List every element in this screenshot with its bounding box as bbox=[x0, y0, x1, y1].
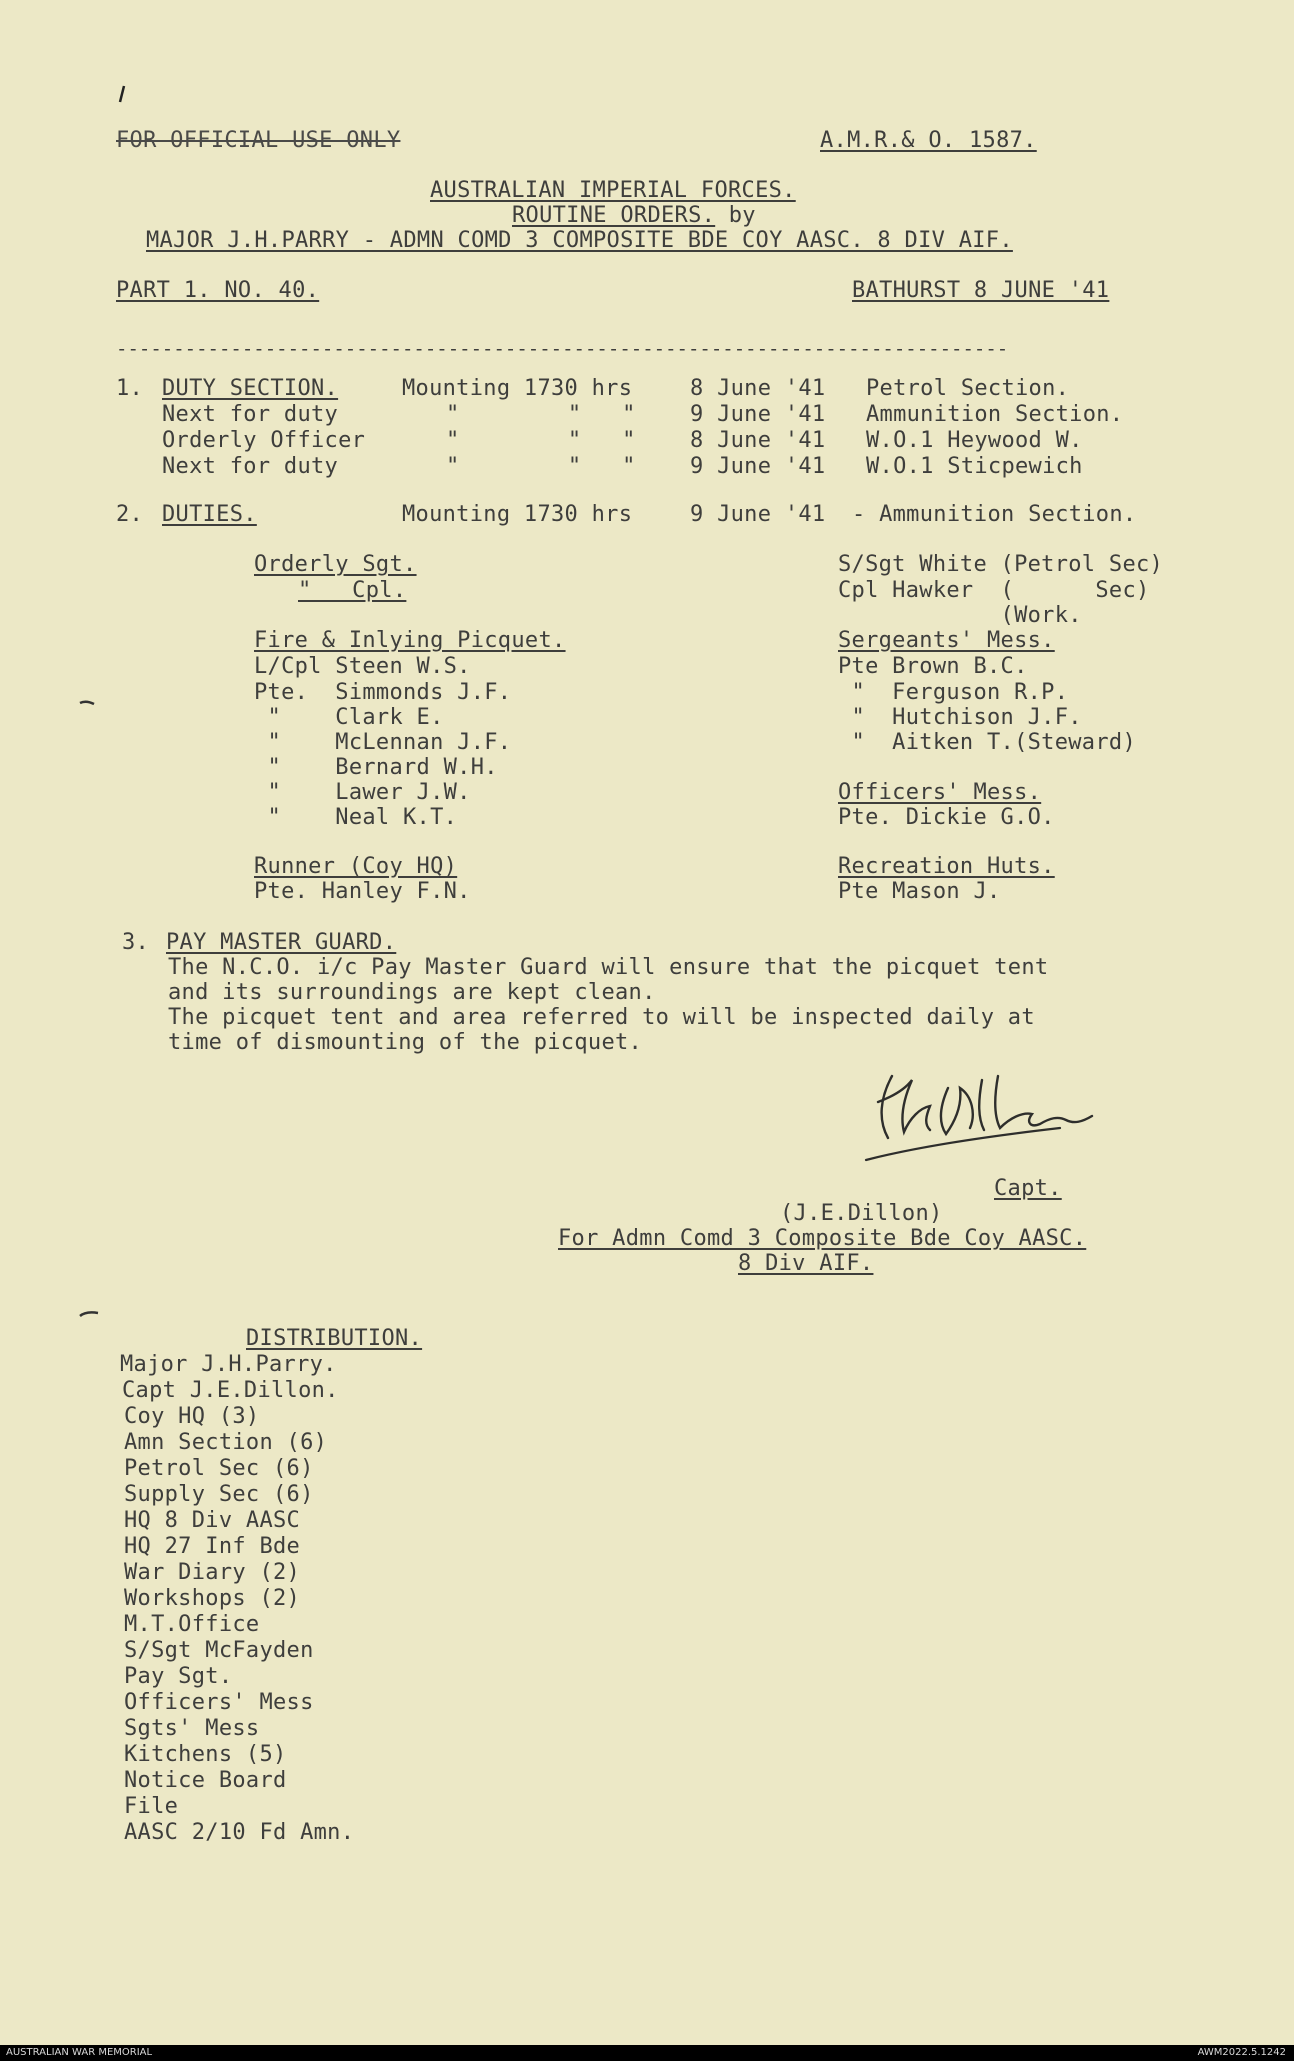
picquet-member: " Neal K.T. bbox=[254, 805, 458, 830]
distribution-item: Officers' Mess bbox=[124, 1690, 314, 1715]
place-date: BATHURST 8 JUNE '41 bbox=[852, 278, 1110, 303]
signatory-division: 8 Div AIF. bbox=[738, 1251, 874, 1276]
distribution-item: Major J.H.Parry. bbox=[120, 1352, 337, 1377]
picquet-member: " McLennan J.F. bbox=[254, 730, 512, 755]
orderly-cpl-heading: " Cpl. bbox=[298, 578, 407, 603]
section1-heading: DUTY SECTION. bbox=[162, 376, 339, 401]
distribution-item: Sgts' Mess bbox=[124, 1716, 260, 1741]
distribution-item: AASC 2/10 Fd Amn. bbox=[124, 1820, 355, 1845]
distribution-item: Amn Section (6) bbox=[124, 1430, 328, 1455]
sergeants-mess-member: " Hutchison J.F. bbox=[838, 705, 1082, 730]
section1-number: 1. bbox=[116, 376, 144, 401]
section1-row-4-mounting: " " " bbox=[446, 454, 636, 479]
dashed-rule: ------------------------------------------------------------------------------ bbox=[116, 338, 1009, 360]
picquet-member: " Lawer J.W. bbox=[254, 780, 471, 805]
archive-footer bbox=[0, 2045, 1294, 2061]
margin-mark-middle bbox=[78, 698, 96, 708]
runner-member: Pte. Hanley F.N. bbox=[254, 879, 471, 904]
section3-line: The picquet tent and area referred to will be inspected daily at bbox=[168, 1005, 1035, 1030]
signatory-for-line: For Admn Comd 3 Composite Bde Coy AASC. bbox=[558, 1226, 1087, 1251]
handwritten-signature bbox=[860, 1058, 1140, 1168]
section2-date: 9 June '41 bbox=[690, 502, 826, 527]
title-by: by bbox=[715, 203, 756, 228]
classification-line: FOR OFFICIAL USE ONLY bbox=[116, 128, 401, 153]
section2-number: 2. bbox=[116, 502, 144, 527]
margin-mark-lower bbox=[78, 1308, 100, 1320]
section3-line: and its surroundings are kept clean. bbox=[168, 980, 656, 1005]
title-routine-orders: ROUTINE ORDERS. bbox=[512, 203, 716, 228]
picquet-member: Pte. Simmonds J.F. bbox=[254, 680, 512, 705]
section1-row-2-date: 9 June '41 bbox=[690, 402, 826, 427]
section3-line: time of dismounting of the picquet. bbox=[168, 1030, 643, 1055]
officers-mess-heading: Officers' Mess. bbox=[838, 780, 1042, 805]
part-number: PART 1. NO. 40. bbox=[116, 278, 320, 303]
margin-mark-top bbox=[116, 84, 130, 106]
title-line-1: AUSTRALIAN IMPERIAL FORCES. bbox=[430, 178, 796, 203]
order-reference: A.M.R.& O. 1587. bbox=[820, 128, 1037, 153]
orderly-sgt-assignee: S/Sgt White (Petrol Sec) bbox=[838, 552, 1164, 577]
distribution-item: File bbox=[124, 1794, 179, 1819]
footer-institution: AUSTRALIAN WAR MEMORIAL bbox=[6, 2047, 153, 2058]
distribution-heading: DISTRIBUTION. bbox=[246, 1326, 423, 1351]
section1-row-1-date: 8 June '41 bbox=[690, 376, 826, 401]
distribution-item: HQ 27 Inf Bde bbox=[124, 1534, 301, 1559]
distribution-item: Workshops (2) bbox=[124, 1586, 301, 1611]
footer-accession-number: AWM2022.5.1242 bbox=[1197, 2047, 1286, 2058]
distribution-item: S/Sgt McFayden bbox=[124, 1638, 314, 1663]
runner-heading: Runner (Coy HQ) bbox=[254, 854, 458, 879]
orderly-cpl-assignee-cont: (Work. bbox=[838, 603, 1082, 628]
officers-mess-member: Pte. Dickie G.O. bbox=[838, 805, 1055, 830]
section2-mounting: Mounting 1730 hrs bbox=[402, 502, 633, 527]
section1-row-2-duty: Ammunition Section. bbox=[866, 402, 1124, 427]
recreation-huts-member: Pte Mason J. bbox=[838, 879, 1001, 904]
section1-row-2-mounting: " " " bbox=[446, 402, 636, 427]
distribution-item: Coy HQ (3) bbox=[124, 1404, 260, 1429]
distribution-item: HQ 8 Div AASC bbox=[124, 1508, 301, 1533]
section1-row-3-mounting: " " " bbox=[446, 428, 636, 453]
distribution-item: War Diary (2) bbox=[124, 1560, 301, 1585]
title-line-3: MAJOR J.H.PARRY - ADMN COMD 3 COMPOSITE BDE COY AASC. 8 DIV AIF. bbox=[146, 228, 1013, 253]
title-line-2 bbox=[512, 203, 756, 229]
distribution-item: M.T.Office bbox=[124, 1612, 260, 1637]
section1-row-1-mounting: Mounting 1730 hrs bbox=[402, 376, 633, 401]
section1-row-4-duty: W.O.1 Sticpewich bbox=[866, 454, 1083, 479]
recreation-huts-heading: Recreation Huts. bbox=[838, 854, 1055, 879]
sergeants-mess-member: Pte Brown B.C. bbox=[838, 654, 1028, 679]
distribution-item: Kitchens (5) bbox=[124, 1742, 287, 1767]
picquet-member: L/Cpl Steen W.S. bbox=[254, 654, 471, 679]
orderly-cpl-assignee: Cpl Hawker ( Sec) bbox=[838, 578, 1150, 603]
section1-row-3-date: 8 June '41 bbox=[690, 428, 826, 453]
section1-row-2-label: Next for duty bbox=[162, 402, 339, 427]
section1-row-3-label: Orderly Officer bbox=[162, 428, 366, 453]
orderly-sgt-heading: Orderly Sgt. bbox=[254, 552, 417, 577]
picquet-member: " Bernard W.H. bbox=[254, 755, 498, 780]
picquet-member: " Clark E. bbox=[254, 705, 444, 730]
distribution-list bbox=[120, 1352, 355, 1846]
section1-row-4-label: Next for duty bbox=[162, 454, 339, 479]
distribution-item: Supply Sec (6) bbox=[124, 1482, 314, 1507]
distribution-item: Pay Sgt. bbox=[124, 1664, 233, 1689]
section1-row-4-date: 9 June '41 bbox=[690, 454, 826, 479]
section2-heading: DUTIES. bbox=[162, 502, 257, 527]
sergeants-mess-member: " Ferguson R.P. bbox=[838, 680, 1069, 705]
section3-number: 3. bbox=[122, 930, 150, 955]
signatory-rank: Capt. bbox=[994, 1176, 1062, 1201]
section1-row-3-duty: W.O.1 Heywood W. bbox=[866, 428, 1083, 453]
picquet-heading: Fire & Inlying Picquet. bbox=[254, 628, 566, 653]
section3-heading: PAY MASTER GUARD. bbox=[166, 930, 397, 955]
signatory-name: (J.E.Dillon) bbox=[780, 1201, 943, 1226]
section2-section: - Ammunition Section. bbox=[852, 502, 1137, 527]
distribution-item: Capt J.E.Dillon. bbox=[122, 1378, 339, 1403]
section3-line: The N.C.O. i/c Pay Master Guard will ensure that the picquet tent bbox=[168, 955, 1049, 980]
distribution-item: Petrol Sec (6) bbox=[124, 1456, 314, 1481]
section1-row-1-duty: Petrol Section. bbox=[866, 376, 1070, 401]
distribution-item: Notice Board bbox=[124, 1768, 287, 1793]
sergeants-mess-member: " Aitken T.(Steward) bbox=[838, 730, 1136, 755]
sergeants-mess-heading: Sergeants' Mess. bbox=[838, 628, 1055, 653]
